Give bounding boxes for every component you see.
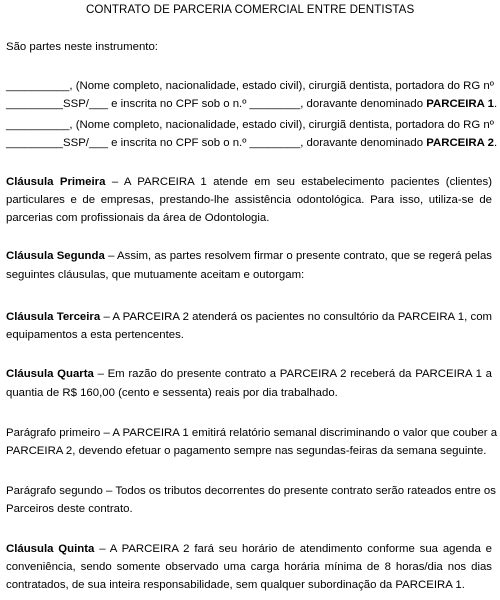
party-1-rg-blank: _________ (6, 98, 64, 110)
party-1-description: , (Nome completo, nacionalidade, estado civil), cirurgiã dentista, portadora do RG nº (69, 80, 494, 92)
clause-quinta-text-1: – A PARCEIRA 2 fará seu horário de atendimento conforme sua agenda e (99, 543, 493, 555)
clause-terceira-text-1: – A PARCEIRA 2 atenderá os pacientes no consultório da PARCEIRA 1, com (103, 311, 493, 323)
clause-primeira-line-1 (6, 175, 492, 189)
party-2-rg-blank: _________ (6, 137, 64, 149)
paragrafo-segundo-line-2: Parceiros deste contrato. (6, 503, 133, 515)
party-1-period: . (493, 98, 498, 110)
clause-terceira-line-2: equipamentos a esta pertencentes. (6, 329, 184, 341)
paragrafo-segundo-line-1: Parágrafo segundo – Todos os tributos decorrentes do presente contrato serão rateados entre os (6, 485, 496, 497)
clause-segunda-line-1 (6, 249, 492, 263)
party-2-line-1 (6, 118, 492, 132)
party-1-line-1 (6, 79, 492, 93)
document-title: CONTRATO DE PARCERIA COMERCIAL ENTRE DENTISTAS (86, 3, 415, 16)
party-2-description: , (Nome completo, nacionalidade, estado civil), cirurgiã dentista, portadora do RG nº (69, 119, 494, 131)
clause-quarta-line-2: quantia de R$ 160,00 (cento e sessenta) reais por dia trabalhado. (6, 387, 338, 399)
paragrafo-primeiro-line-2: PARCEIRA 2, devendo efetuar o pagamento sempre nas segundas-feiras da semana seguinte. (6, 445, 487, 457)
clause-segunda-text-1: – Assim, as partes resolvem firmar o presente contrato, que se regerá pelas (108, 250, 492, 262)
party-2-name-blank: __________ (6, 119, 70, 131)
clause-primeira-heading: Cláusula Primeira (6, 176, 106, 188)
clause-segunda-heading: Cláusula Segunda (6, 250, 105, 262)
clause-quinta-line-2: conveniência, sendo somente observado uma carga horária mínima de 8 horas/dia nos dias (6, 561, 492, 573)
clause-segunda-line-2: seguintes cláusulas, que mutuamente aceitam e outorgam: (6, 269, 305, 281)
paragrafo-primeiro-line-1: Parágrafo primeiro – A PARCEIRA 1 emitirá relatório semanal discriminando o valor que couber a (6, 427, 498, 439)
clause-primeira-line-3: parcerias com profissionais da área de Odontologia. (6, 212, 270, 224)
party-1-name-blank: __________ (6, 80, 70, 92)
clause-terceira-line-1 (6, 310, 492, 324)
clause-terceira-heading: Cláusula Terceira (6, 311, 101, 323)
clause-quarta-text-1: – Em razão do presente contrato a PARCEIRA 2 receberá da PARCEIRA 1 a (97, 368, 492, 380)
party-1-cpf-text: SSP/___ e inscrita no CPF sob o n.º ________, doravante denominado (63, 98, 424, 110)
party-2-cpf-text: SSP/___ e inscrita no CPF sob o n.º ________, doravante denominado (63, 137, 424, 149)
clause-quinta-heading: Cláusula Quinta (6, 543, 95, 555)
clause-quarta-line-1 (6, 367, 492, 381)
party-1-label: PARCEIRA 1 (426, 98, 494, 110)
clause-primeira-text-1: – A PARCEIRA 1 atende em seu estabelecimento pacientes (clientes) (111, 176, 492, 188)
party-2-line-2 (6, 136, 498, 150)
party-1-line-2 (6, 97, 498, 111)
intro-text: São partes neste instrumento: (6, 41, 158, 53)
party-2-label: PARCEIRA 2 (426, 137, 494, 149)
clause-quinta-line-1 (6, 542, 492, 556)
clause-quinta-line-3: contratados, de sua inteira responsabilidade, sem qualquer subordinação da PARCEIRA 1. (6, 579, 465, 591)
clause-primeira-line-2: particulares e de empresas, prestando-lhe assistência odontológica. Para isso, utiliza-se de (6, 194, 492, 206)
party-2-period: . (493, 137, 498, 149)
clause-quarta-heading: Cláusula Quarta (6, 368, 94, 380)
